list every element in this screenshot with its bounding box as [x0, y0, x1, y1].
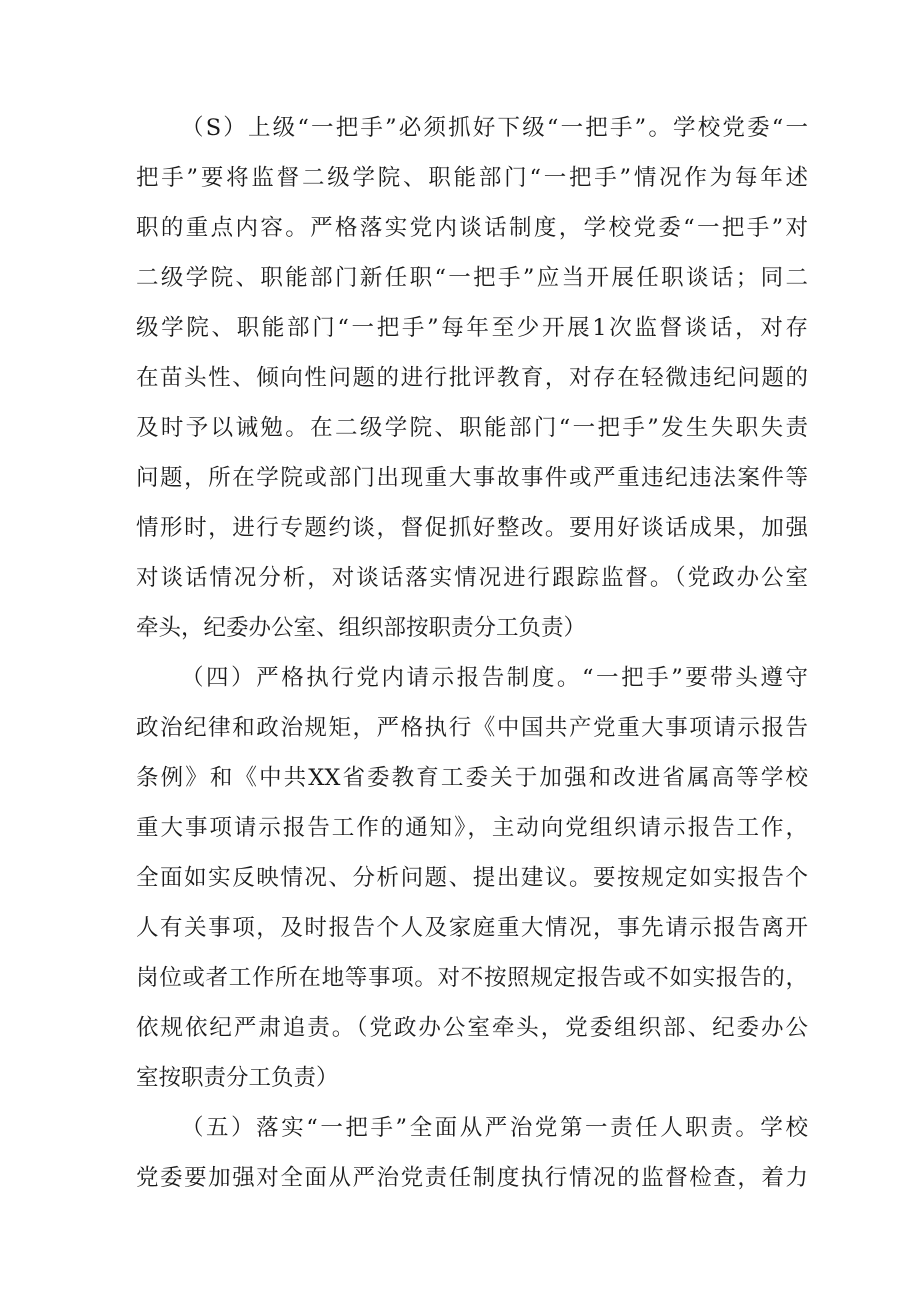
paragraph-4-line-1: （四）严格执行党内请示报告制度。“一把手”要带头遵守 [181, 665, 808, 691]
paragraph-4-line-5: 全面如实反映情况、分析问题、提出建议。要按规定如实报告个 [136, 865, 808, 891]
paragraph-5-line-2: 党委要加强对全面从严治党责任制度执行情况的监督检查，着力 [136, 1165, 808, 1191]
paragraph-4-line-3: 条例》和《中共XX省委教育工委关于加强和改进省属高等学校 [136, 765, 808, 791]
paragraph-3-line-9: 情形时，进行专题约谈，督促抓好整改。要用好谈话成果，加强 [136, 515, 808, 541]
paragraph-4-line-4: 重大事项请示报告工作的通知》，主动向党组织请示报告工作， [136, 815, 808, 841]
paragraph-3-line-7: 及时予以诫勉。在二级学院、职能部门“一把手”发生失职失责 [136, 415, 808, 441]
paragraph-4-line-2: 政治纪律和政治规矩，严格执行《中国共产党重大事项请示报告 [136, 715, 808, 741]
paragraph-4-line-9: 室按职责分工负责） [136, 1065, 339, 1091]
paragraph-3-line-1: （S）上级“一把手”必须抓好下级“一把手”。学校党委“一 [181, 115, 808, 141]
paragraph-3-line-4: 二级学院、职能部门新任职“一把手”应当开展任职谈话；同二 [136, 265, 808, 291]
paragraph-3-line-6: 在苗头性、倾向性问题的进行批评教育，对存在轻微违纪问题的 [136, 365, 808, 391]
paragraph-3-line-5: 级学院、职能部门“一把手”每年至少开展1次监督谈话，对存 [136, 315, 808, 341]
paragraph-4-line-8: 依规依纪严肃追责。（党政办公室牵头，党委组织部、纪委办公 [136, 1015, 808, 1041]
paragraph-4-line-7: 岗位或者工作所在地等事项。对不按照规定报告或不如实报告的， [136, 965, 808, 991]
paragraph-3-line-10: 对谈话情况分析，对谈话落实情况进行跟踪监督。（党政办公室 [136, 565, 808, 591]
paragraph-5-line-1: （五）落实“一把手”全面从严治党第一责任人职责。学校 [181, 1115, 808, 1141]
paragraph-4-line-6: 人有关事项，及时报告个人及家庭重大情况，事先请示报告离开 [136, 915, 808, 941]
paragraph-3-line-3: 职的重点内容。严格落实党内谈话制度，学校党委“一把手”对 [136, 215, 808, 241]
paragraph-3-line-2: 把手”要将监督二级学院、职能部门“一把手”情况作为每年述 [136, 165, 808, 191]
paragraph-3-line-8: 问题，所在学院或部门出现重大事故事件或严重违纪违法案件等 [136, 465, 808, 491]
paragraph-3-line-11: 牵头，纪委办公室、组织部按职责分工负责） [136, 615, 587, 641]
